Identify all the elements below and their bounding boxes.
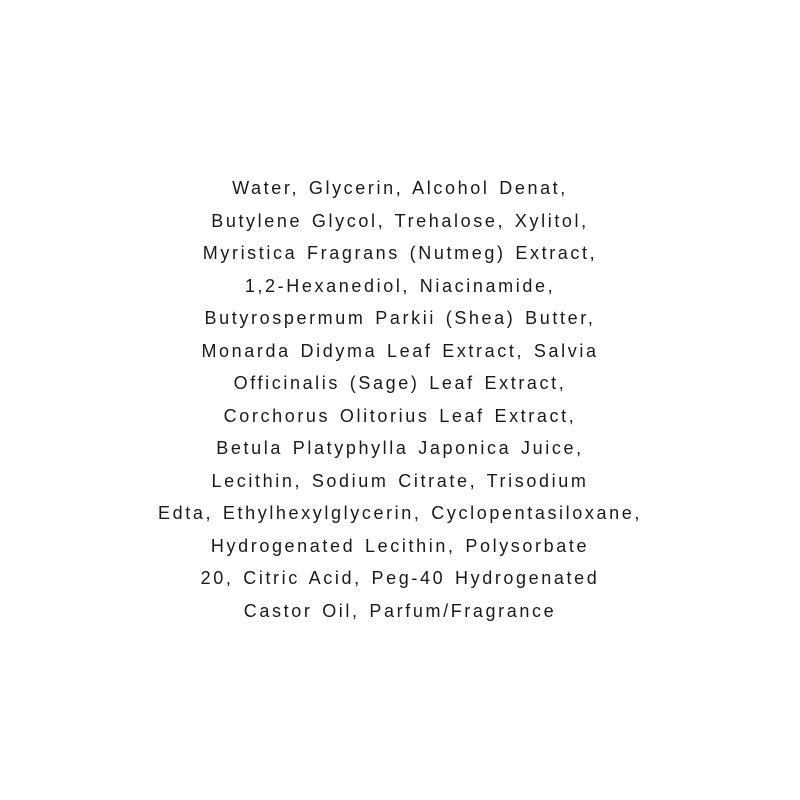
ingredients-line: Butylene Glycol, Trehalose, Xylitol, [211,210,589,231]
ingredients-line: Lecithin, Sodium Citrate, Trisodium [211,470,589,491]
ingredients-line: Corchorus Olitorius Leaf Extract, [223,405,577,426]
ingredients-line: 20, Citric Acid, Peg-40 Hydrogenated [200,568,600,588]
ingredients-line: Edta, Ethylhexylglycerin, Cyclopentasiloxane, [158,503,642,523]
ingredients-line: Monarda Didyma Leaf Extract, Salvia [201,340,599,361]
ingredients-text-block [20,172,780,627]
ingredients-line: Hydrogenated Lecithin, Polysorbate [210,535,590,556]
ingredients-line: Castor Oil, Parfum/Fragrance [243,600,557,621]
ingredients-line: 1,2-Hexanediol, Niacinamide, [244,275,556,296]
ingredients-line: Water, Glycerin, Alcohol Denat, [232,178,568,198]
ingredients-line: Myristica Fragrans (Nutmeg) Extract, [202,243,598,263]
ingredients-line: Betula Platyphylla Japonica Juice, [216,438,584,458]
ingredients-line: Butyrospermum Parkii (Shea) Butter, [204,308,596,328]
ingredients-line: Officinalis (Sage) Leaf Extract, [233,373,567,393]
